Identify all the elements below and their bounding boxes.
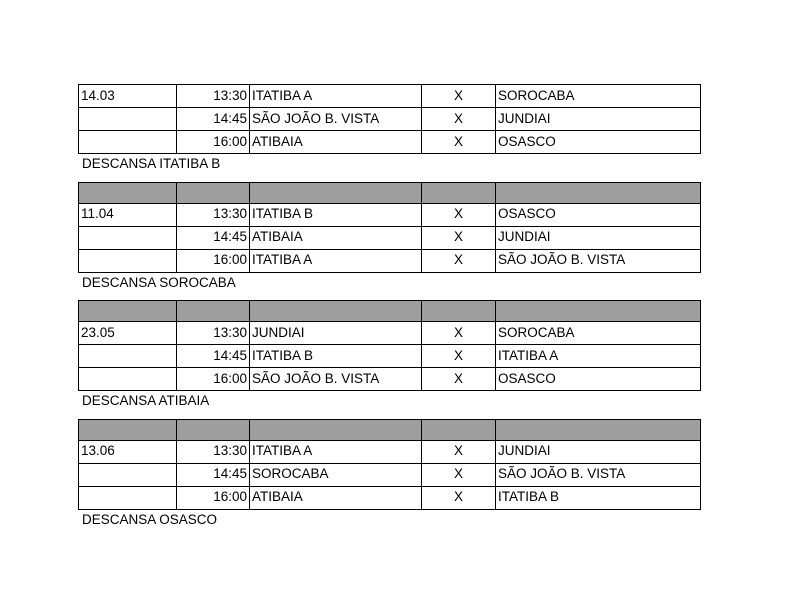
rest-team-note: DESCANSA ITATIBA B [82,156,221,171]
away-team-cell: OSASCO [496,203,701,226]
header-cell-home [250,419,422,440]
round-block [78,182,700,294]
table-header-row [79,419,701,440]
time-cell: 14:45 [177,226,250,249]
table-row [79,249,701,272]
date-cell: 23.05 [79,322,177,345]
header-cell-home [250,182,422,203]
header-cell-x [422,419,496,440]
away-team-cell: SOROCABA [496,322,701,345]
date-cell [79,463,177,486]
date-cell: 13.06 [79,440,177,463]
header-cell-x [422,301,496,322]
home-team-cell: SÃO JOÃO B. VISTA [250,108,422,131]
matches-table [78,84,701,154]
round-block [78,419,700,531]
header-cell-time [177,301,250,322]
home-team-cell: ITATIBA A [250,249,422,272]
home-team-cell: ITATIBA B [250,203,422,226]
away-team-cell: JUNDIAI [496,108,701,131]
date-cell [79,368,177,391]
table-row [79,85,701,108]
time-cell: 14:45 [177,463,250,486]
away-team-cell: SÃO JOÃO B. VISTA [496,249,701,272]
home-team-cell: ATIBAIA [250,131,422,154]
home-team-cell: JUNDIAI [250,322,422,345]
table-header-row [79,301,701,322]
date-cell [79,249,177,272]
home-team-cell: SOROCABA [250,463,422,486]
table-row [79,108,701,131]
date-cell: 14.03 [79,85,177,108]
header-cell-time [177,419,250,440]
away-team-cell: SOROCABA [496,85,701,108]
date-cell [79,345,177,368]
versus-cell: X [422,322,496,345]
time-cell: 16:00 [177,368,250,391]
home-team-cell: ITATIBA A [250,440,422,463]
block-spacer [78,412,700,419]
versus-cell: X [422,345,496,368]
table-row [79,368,701,391]
matches-table [78,419,701,510]
table-row [79,322,701,345]
away-team-cell: ITATIBA B [496,486,701,509]
away-team-cell: SÃO JOÃO B. VISTA [496,463,701,486]
home-team-cell: ITATIBA B [250,345,422,368]
header-cell-time [177,182,250,203]
date-cell [79,486,177,509]
header-cell-home [250,301,422,322]
time-cell: 16:00 [177,486,250,509]
matches-table [78,300,701,391]
versus-cell: X [422,131,496,154]
date-cell [79,108,177,131]
header-cell-away [496,182,701,203]
header-cell-date [79,419,177,440]
home-team-cell: ATIBAIA [250,486,422,509]
away-team-cell: OSASCO [496,131,701,154]
header-cell-x [422,182,496,203]
rest-team-note: DESCANSA OSASCO [82,511,218,527]
away-team-cell: JUNDIAI [496,440,701,463]
away-team-cell: OSASCO [496,368,701,391]
time-cell: 14:45 [177,345,250,368]
versus-cell: X [422,463,496,486]
block-spacer [78,293,700,300]
away-team-cell: JUNDIAI [496,226,701,249]
date-cell: 11.04 [79,203,177,226]
schedule-document [78,84,700,530]
table-header-row [79,182,701,203]
table-row [79,131,701,154]
time-cell: 13:30 [177,322,250,345]
table-row [79,486,701,509]
home-team-cell: ITATIBA A [250,85,422,108]
date-cell [79,131,177,154]
time-cell: 13:30 [177,440,250,463]
table-row [79,440,701,463]
header-cell-away [496,301,701,322]
time-cell: 16:00 [177,131,250,154]
versus-cell: X [422,486,496,509]
away-team-cell: ITATIBA A [496,345,701,368]
table-row [79,226,701,249]
versus-cell: X [422,108,496,131]
header-cell-date [79,182,177,203]
time-cell: 13:30 [177,85,250,108]
table-row [79,203,701,226]
time-cell: 16:00 [177,249,250,272]
home-team-cell: SÃO JOÃO B. VISTA [250,368,422,391]
header-cell-date [79,301,177,322]
round-block [78,84,700,175]
date-cell [79,226,177,249]
time-cell: 13:30 [177,203,250,226]
home-team-cell: ATIBAIA [250,226,422,249]
table-row [79,345,701,368]
rest-team-note: DESCANSA ATIBAIA [82,393,210,408]
versus-cell: X [422,249,496,272]
block-spacer [78,175,700,182]
round-block [78,300,700,412]
header-cell-away [496,419,701,440]
versus-cell: X [422,368,496,391]
versus-cell: X [422,85,496,108]
rest-team-note: DESCANSA SOROCABA [82,274,236,290]
versus-cell: X [422,203,496,226]
table-row [79,463,701,486]
versus-cell: X [422,440,496,463]
matches-table [78,182,701,273]
time-cell: 14:45 [177,108,250,131]
versus-cell: X [422,226,496,249]
